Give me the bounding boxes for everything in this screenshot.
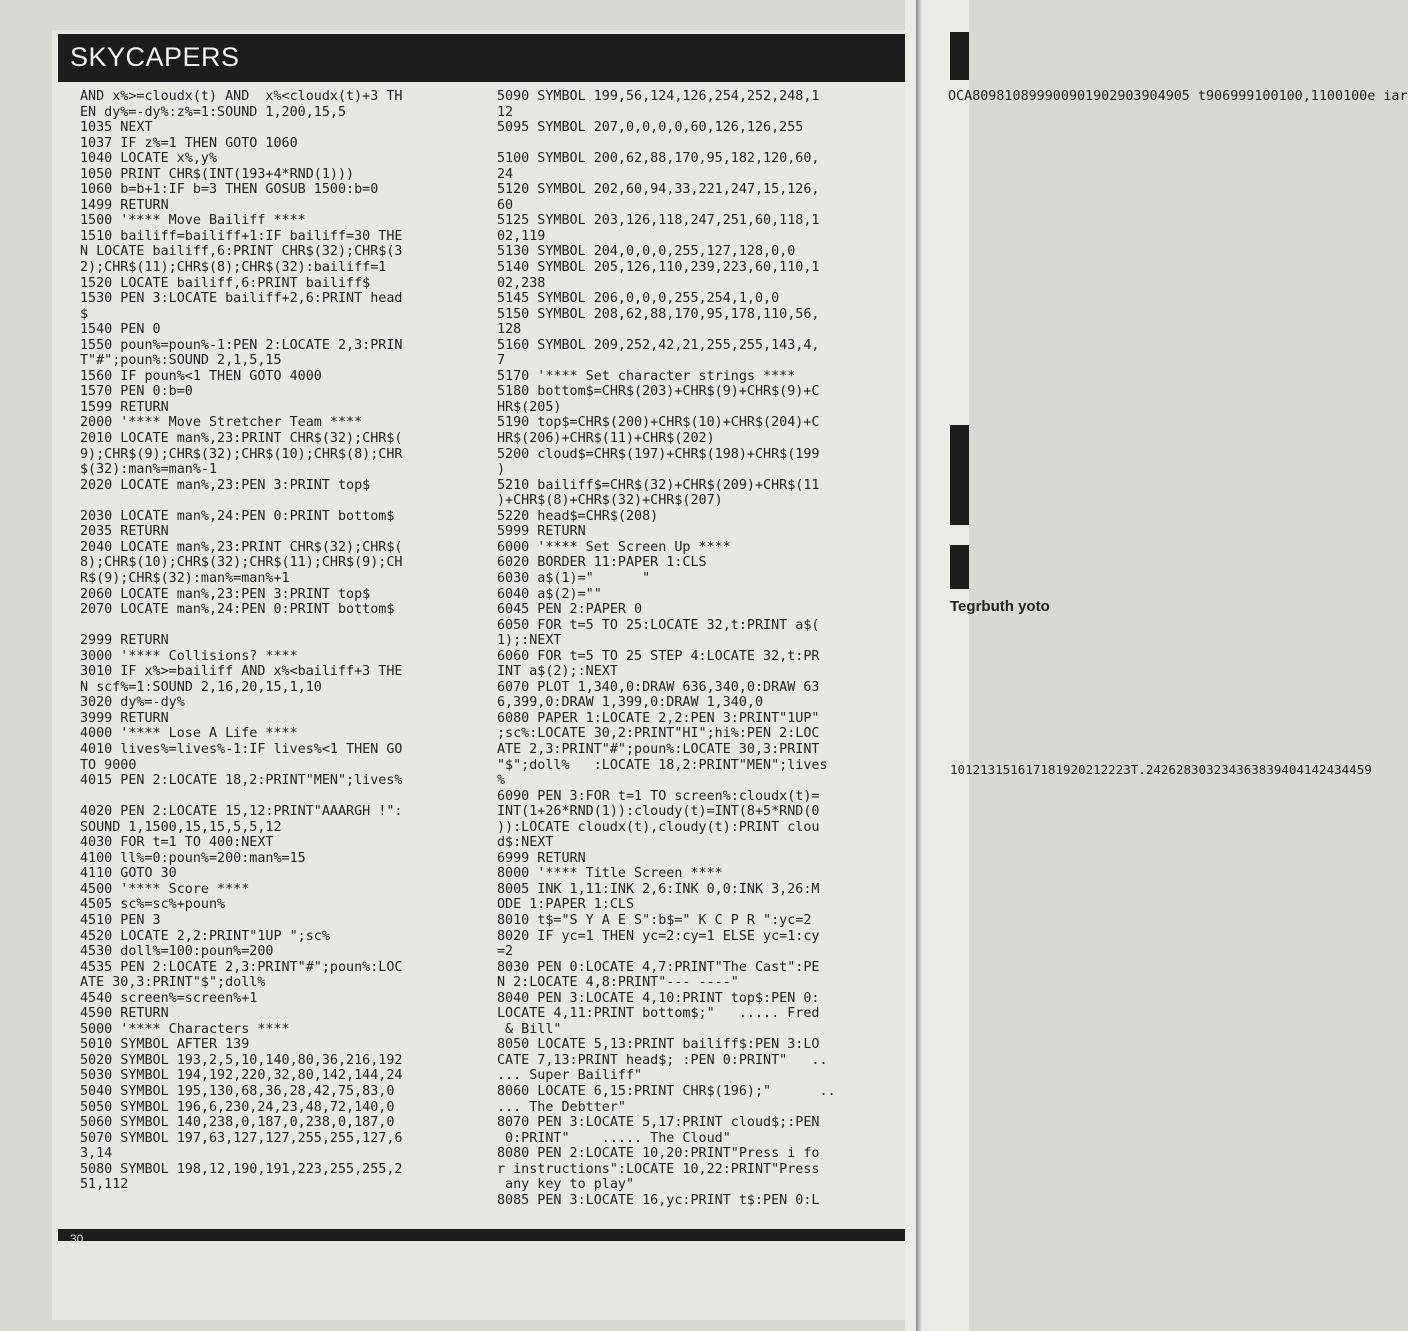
code-line: 8050 LOCATE 5,13:PRINT bailiff$:PEN 3:LO [497, 1037, 820, 1053]
code-line: 6080 PAPER 1:LOCATE 2,2:PEN 3:PRINT"1UP" [497, 710, 820, 726]
code-line: 8080 PEN 2:LOCATE 10,20:PRINT"Press i fo [497, 1146, 820, 1162]
code-line: INT a$(2);:NEXT [497, 664, 618, 680]
code-line: 3000 '**** Collisions? **** [80, 648, 298, 664]
facing-line-number: 16 [1010, 762, 1026, 777]
code-line: 6040 a$(2)="" [497, 586, 602, 602]
facing-line-number: 19 [1055, 762, 1071, 777]
code-line: 51,112 [80, 1177, 129, 1193]
code-line: 1500 '**** Move Bailiff **** [80, 213, 306, 229]
code-line: 6070 PLOT 1,340,0:DRAW 636,340,0:DRAW 63 [497, 679, 820, 695]
code-line: 8030 PEN 0:LOCATE 4,7:PRINT"The Cast":PE [497, 959, 820, 975]
code-line: 6000 '**** Set Screen Up **** [497, 539, 731, 555]
facing-code-fragment: 901 [1068, 89, 1094, 104]
code-line: 1);:NEXT [497, 633, 562, 649]
code-line: 5120 SYMBOL 202,60,94,33,221,247,15,126, [497, 182, 820, 198]
code-line: 3,14 [80, 1146, 113, 1162]
facing-heading-fragment: bu [981, 598, 1000, 615]
code-line: 5100 SYMBOL 200,62,88,170,95,182,120,60, [497, 151, 820, 167]
code-line: 1540 PEN 0 [80, 322, 161, 338]
code-line: 5095 SYMBOL 207,0,0,0,0,60,126,126,255 [497, 120, 804, 136]
code-line: 1037 IF z%=1 THEN GOTO 1060 [80, 135, 298, 151]
code-line: 1035 NEXT [80, 120, 153, 136]
facing-page-block [950, 425, 969, 525]
code-line: )+CHR$(8)+CHR$(32)+CHR$(207) [497, 493, 723, 509]
code-line: 5070 SYMBOL 197,63,127,127,255,255,127,6 [80, 1130, 403, 1146]
code-line: 4500 '**** Score **** [80, 881, 250, 897]
code-line: 6020 BORDER 11:PAPER 1:CLS [497, 555, 707, 571]
code-line: )):LOCATE cloudx(t),cloudy(t):PRINT clou [497, 819, 820, 835]
code-line: 8000 '**** Title Screen **** [497, 866, 723, 882]
code-line: 6030 a$(1)=" " [497, 570, 651, 586]
facing-code-fragment: 100 [1278, 89, 1303, 104]
facing-line-number: 36 [1236, 762, 1252, 777]
facing-line-number: 15 [995, 762, 1011, 777]
code-line: 4015 PEN 2:LOCATE 18,2:PRINT"MEN";lives% [80, 773, 403, 789]
code-line: 5125 SYMBOL 203,126,118,247,251,60,118,1 [497, 213, 820, 229]
code-line: 5140 SYMBOL 205,126,110,239,223,60,110,1 [497, 260, 820, 276]
page-number: 30 [70, 1232, 84, 1246]
code-line: 8070 PEN 3:LOCATE 5,17:PRINT cloud$;:PEN [497, 1115, 820, 1131]
facing-line-number: 13 [980, 762, 996, 777]
code-line: 8010 t$="S Y A E S":b$=" K C P R ":yc=2 [497, 912, 812, 928]
binding-shadow [916, 0, 922, 1331]
facing-heading-fragment: Te [950, 598, 967, 615]
code-line: N 2:LOCATE 4,8:PRINT"--- ----" [497, 975, 739, 991]
code-line: T"#";poun%:SOUND 2,1,5,15 [80, 353, 282, 369]
code-line: 6090 PEN 3:FOR t=1 TO screen%:cloudx(t)= [497, 788, 820, 804]
code-line: 2010 LOCATE man%,23:PRINT CHR$(32);CHR$( [80, 431, 403, 447]
facing-code-fragment: e [1367, 89, 1384, 104]
code-line: 3020 dy%=-dy% [80, 695, 185, 711]
code-line: 6045 PEN 2:PAPER 0 [497, 602, 643, 618]
code-line: 9);CHR$(9);CHR$(32);CHR$(10);CHR$(8);CHR [80, 446, 403, 462]
facing-line-number: 43 [1326, 762, 1342, 777]
code-line: 4535 PEN 2:LOCATE 2,3:PRINT"#";poun%:LOC [80, 959, 403, 975]
facing-line-number: 22 [1100, 762, 1116, 777]
page-footer-bar [58, 1229, 918, 1241]
facing-line-number: 32 [1206, 762, 1222, 777]
facing-code-fragment: iar [1383, 89, 1408, 104]
facing-heading-fragment: gr [966, 598, 982, 615]
code-line: 4010 lives%=lives%-1:IF lives%<1 THEN GO [80, 741, 403, 757]
facing-page-edge [905, 0, 969, 1331]
code-line: 1570 PEN 0:b=0 [80, 384, 193, 400]
code-line: 5010 SYMBOL AFTER 139 [80, 1037, 250, 1053]
left-code-column [80, 89, 475, 1193]
code-line: 5160 SYMBOL 209,252,42,21,255,255,143,4, [497, 337, 820, 353]
code-line: d$:NEXT [497, 835, 554, 851]
code-line: $(32):man%=man%-1 [80, 462, 218, 478]
code-line: 8020 IF yc=1 THEN yc=2:cy=1 ELSE yc=1:cy [497, 928, 820, 944]
facing-code-fragment: 903 [1117, 89, 1142, 104]
code-line: 1060 b=b+1:IF b=3 THEN GOSUB 1500:b=0 [80, 182, 379, 198]
facing-line-number: T. [1130, 762, 1146, 777]
code-line: 4530 doll%=100:poun%=200 [80, 944, 274, 960]
code-line: 4505 sc%=sc%+poun% [80, 897, 226, 913]
facing-code-fragment: t [1189, 89, 1206, 104]
code-line: 4100 ll%=0:poun%=200:man%=15 [80, 850, 306, 866]
code-line: 2999 RETURN [80, 633, 169, 649]
facing-line-number: 40 [1281, 762, 1297, 777]
code-line: 5210 bailiff$=CHR$(32)+CHR$(209)+CHR$(11 [497, 477, 820, 493]
code-line: 5020 SYMBOL 193,2,5,10,140,80,36,216,192 [80, 1052, 403, 1068]
code-line: 5090 SYMBOL 199,56,124,126,254,252,248,1 [497, 89, 820, 104]
code-line: any key to play" [497, 1177, 635, 1193]
code-line: 5220 head$=CHR$(208) [497, 508, 659, 524]
facing-line-number: 34 [1221, 762, 1237, 777]
code-line: 4020 PEN 2:LOCATE 15,12:PRINT"AAARGH !": [80, 804, 403, 820]
code-line: 2035 RETURN [80, 524, 169, 540]
facing-code-fragment: 100 [1254, 89, 1279, 104]
code-line: 4110 GOTO 30 [80, 866, 177, 882]
code-line: HR$(206)+CHR$(11)+CHR$(202) [497, 431, 715, 447]
facing-code-fragment: 100 [1343, 89, 1368, 104]
code-line: 5050 SYMBOL 196,6,230,24,23,48,72,140,0 [80, 1099, 395, 1115]
code-line: 5000 '**** Characters **** [80, 1021, 290, 1037]
facing-code-fragment: 899 [1020, 89, 1045, 104]
code-line: TO 9000 [80, 757, 137, 773]
facing-page-header-bar [950, 32, 969, 80]
code-line: 2);CHR$(11);CHR$(8);CHR$(32):bailiff=1 [80, 260, 387, 276]
code-line: 1550 poun%=poun%-1:PEN 2:LOCATE 2,3:PRIN [80, 337, 403, 353]
code-line: $ [80, 306, 89, 322]
code-line: 5145 SYMBOL 206,0,0,0,255,254,1,0,0 [497, 291, 780, 307]
code-line: 1499 RETURN [80, 197, 169, 213]
facing-line-number: 18 [1040, 762, 1056, 777]
code-line: 2000 '**** Move Stretcher Team **** [80, 415, 363, 431]
code-line: 8040 PEN 3:LOCATE 4,10:PRINT top$:PEN 0: [497, 990, 820, 1006]
facing-code-fragment: 906 [1206, 89, 1231, 104]
code-line: % [497, 773, 506, 789]
facing-code-fragment: 902 [1093, 89, 1118, 104]
facing-code-fragment: 999 [1230, 89, 1255, 104]
right-code-column [497, 89, 887, 1208]
code-line: 1599 RETURN [80, 399, 169, 415]
code-line: r instructions":LOCATE 10,22:PRINT"Press [497, 1161, 820, 1177]
facing-heading-fragment: yo [1018, 598, 1036, 615]
code-line: ... The Debtter" [497, 1099, 626, 1115]
code-line: 24 [497, 166, 514, 182]
code-line: 3999 RETURN [80, 710, 169, 726]
facing-heading-fragment: to [1035, 598, 1050, 615]
code-line: 4520 LOCATE 2,2:PRINT"1UP ";sc% [80, 928, 330, 944]
code-line: 6999 RETURN [497, 850, 586, 866]
code-line: 8);CHR$(10);CHR$(32);CHR$(11);CHR$(9);CH [80, 555, 403, 571]
code-line: 4540 screen%=screen%+1 [80, 990, 258, 1006]
code-line: 6060 FOR t=5 TO 25 STEP 4:LOCATE 32,t:PR [497, 648, 820, 664]
code-line: 02,238 [497, 275, 546, 291]
facing-page-line-numbers [950, 760, 1372, 780]
code-line: & Bill" [497, 1021, 562, 1037]
facing-page-header-bar-2 [950, 545, 969, 589]
code-line: 8060 LOCATE 6,15:PRINT CHR$(196);" .. [497, 1084, 836, 1099]
code-line: ATE 30,3:PRINT"$";doll% [80, 975, 266, 991]
code-line: 5200 cloud$=CHR$(197)+CHR$(198)+CHR$(199 [497, 446, 820, 462]
code-line: 5150 SYMBOL 208,62,88,170,95,178,110,56, [497, 306, 820, 322]
code-line: ) [497, 462, 506, 478]
code-line: 2030 LOCATE man%,24:PEN 0:PRINT bottom$ [80, 508, 395, 524]
code-line: AND x%>=cloudx(t) AND x%<cloudx(t)+3 TH [80, 89, 403, 104]
facing-line-number: 42 [1311, 762, 1327, 777]
code-line: ATE 2,3:PRINT"#";poun%:LOCATE 30,3:PRINT [497, 741, 820, 757]
facing-code-fragment: OCA [948, 89, 973, 104]
code-line: 02,119 [497, 228, 546, 244]
facing-line-number: 24 [1145, 762, 1161, 777]
code-line: 1520 LOCATE bailiff,6:PRINT bailiff$ [80, 275, 371, 291]
code-line: 5170 '**** Set character strings **** [497, 368, 796, 384]
code-line: ODE 1:PAPER 1:CLS [497, 897, 635, 913]
code-line [80, 789, 475, 805]
facing-line-number: 17 [1025, 762, 1041, 777]
facing-line-number: 23 [1115, 762, 1131, 777]
facing-code-fragment: 905 [1165, 89, 1190, 104]
code-line: 3010 IF x%>=bailiff AND x%<bailiff+3 THE [80, 664, 403, 680]
code-line [80, 618, 475, 634]
code-line: "$";doll% :LOCATE 18,2:PRINT"MEN";lives [497, 757, 828, 773]
code-line: 5180 bottom$=CHR$(203)+CHR$(9)+CHR$(9)+C [497, 384, 820, 400]
facing-line-number: 44 [1341, 762, 1357, 777]
facing-line-number: 28 [1175, 762, 1191, 777]
facing-code-fragment: 904 [1141, 89, 1166, 104]
code-line: ... Super Bailiff" [497, 1068, 643, 1084]
code-line: 4590 RETURN [80, 1006, 169, 1022]
code-line: 1560 IF poun%<1 THEN GOTO 4000 [80, 368, 322, 384]
facing-line-number: 39 [1266, 762, 1282, 777]
facing-code-fragment: ,1 [1302, 89, 1319, 104]
code-line: LOCATE 4,11:PRINT bottom$;" ..... Fred [497, 1006, 820, 1022]
facing-line-number: 20 [1070, 762, 1086, 777]
facing-page-heading-fragment [950, 598, 1050, 616]
code-line: 8085 PEN 3:LOCATE 16,yc:PRINT t$:PEN 0:L [497, 1192, 820, 1208]
code-line: CATE 7,13:PRINT head$; :PEN 0:PRINT" .. [497, 1052, 828, 1068]
code-line: 7 [497, 353, 506, 369]
facing-code-fragment: 100 [1318, 89, 1344, 104]
code-line [80, 493, 475, 509]
code-line: 1530 PEN 3:LOCATE bailiff+2,6:PRINT head [80, 291, 403, 307]
code-line: 4030 FOR t=1 TO 400:NEXT [80, 835, 274, 851]
code-line: 60 [497, 197, 514, 213]
code-line: 1040 LOCATE x%,y% [80, 151, 218, 167]
code-line: 2060 LOCATE man%,23:PEN 3:PRINT top$ [80, 586, 371, 602]
code-line: N LOCATE bailiff,6:PRINT CHR$(32);CHR$(3 [80, 244, 403, 260]
code-line: 6050 FOR t=5 TO 25:LOCATE 32,t:PRINT a$( [497, 617, 820, 633]
code-line: 1510 bailiff=bailiff+1:IF bailiff=30 THE [80, 228, 403, 244]
facing-page-code-fragment [948, 89, 1408, 105]
code-line: SOUND 1,1500,15,15,5,5,12 [80, 819, 282, 835]
code-line: 4000 '**** Lose A Life **** [80, 726, 298, 742]
code-line: INT(1+26*RND(1)):cloudy(t)=INT(8+5*RND(0 [497, 804, 820, 820]
code-line: =2 [497, 944, 514, 960]
facing-line-number: 38 [1251, 762, 1267, 777]
code-line [497, 136, 887, 152]
page-header-bar [58, 34, 918, 82]
code-line: 5040 SYMBOL 195,130,68,36,28,42,75,83,0 [80, 1084, 395, 1099]
code-line: 5130 SYMBOL 204,0,0,0,255,127,128,0,0 [497, 244, 796, 260]
facing-line-number: 59 [1356, 762, 1372, 777]
code-line: HR$(205) [497, 399, 562, 415]
code-line: 1050 PRINT CHR$(INT(193+4*RND(1))) [80, 166, 355, 182]
code-line: 5060 SYMBOL 140,238,0,187,0,238,0,187,0 [80, 1115, 395, 1131]
code-line: 5030 SYMBOL 194,192,220,32,80,142,144,24 [80, 1068, 403, 1084]
code-line: R$(9);CHR$(32):man%=man%+1 [80, 570, 290, 586]
code-line: 0:PRINT" ..... The Cloud" [497, 1130, 731, 1146]
facing-code-fragment: 809 [972, 89, 997, 104]
code-line: ;sc%:LOCATE 30,2:PRINT"HI";hi%:PEN 2:LOC [497, 726, 820, 742]
facing-code-fragment: 900 [1044, 89, 1069, 104]
code-line: EN dy%=-dy%:z%=1:SOUND 1,200,15,5 [80, 104, 347, 120]
code-line: 128 [497, 322, 522, 338]
facing-line-number: 10 [950, 762, 966, 777]
code-line: 8005 INK 1,11:INK 2,6:INK 0,0:INK 3,26:M [497, 881, 820, 897]
code-line: 5999 RETURN [497, 524, 586, 540]
facing-line-number: 26 [1160, 762, 1176, 777]
code-line: 2020 LOCATE man%,23:PEN 3:PRINT top$ [80, 477, 371, 493]
facing-heading-fragment: th [999, 598, 1014, 615]
code-line: 2070 LOCATE man%,24:PEN 0:PRINT bottom$ [80, 602, 395, 618]
facing-line-number: 12 [965, 762, 981, 777]
code-line: 12 [497, 104, 514, 120]
facing-code-fragment: 810 [996, 89, 1021, 104]
facing-line-number: 21 [1085, 762, 1101, 777]
code-line: 4510 PEN 3 [80, 912, 161, 928]
code-line: 5190 top$=CHR$(200)+CHR$(10)+CHR$(204)+C [497, 415, 820, 431]
code-line: 2040 LOCATE man%,23:PRINT CHR$(32);CHR$( [80, 539, 403, 555]
code-line: 6,399,0:DRAW 1,399,0:DRAW 1,340,0 [497, 695, 764, 711]
facing-line-number: 30 [1191, 762, 1207, 777]
code-line: N scf%=1:SOUND 2,16,20,15,1,10 [80, 679, 322, 695]
facing-line-number: 41 [1296, 762, 1312, 777]
page-title: SKYCAPERS [70, 42, 240, 72]
code-line: 5080 SYMBOL 198,12,190,191,223,255,255,2 [80, 1161, 403, 1177]
